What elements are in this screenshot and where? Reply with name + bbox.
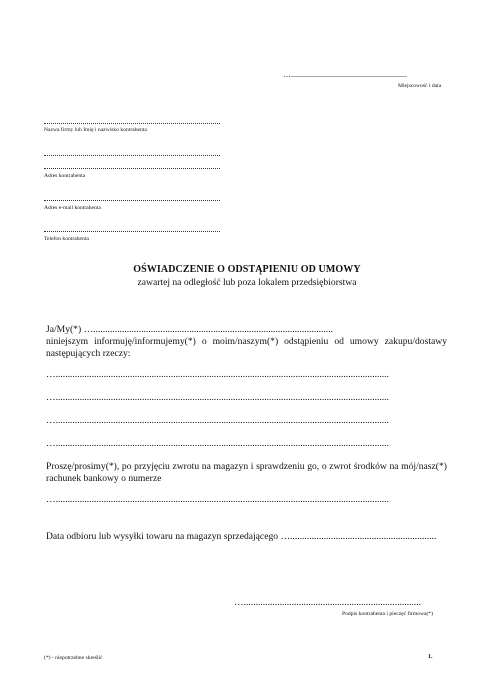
phone-label: Telefon kontrahenta bbox=[44, 236, 89, 242]
item-line-1: …........................................................................................................................................... bbox=[46, 369, 389, 380]
document-title: OŚWIADCZENIE O ODSTĄPIENIU OD UMOWY bbox=[133, 264, 361, 275]
place-date-label: Miejscowość i data bbox=[398, 83, 442, 89]
phone-line bbox=[44, 231, 220, 232]
place-date-dots: ….......................................................... bbox=[283, 70, 407, 79]
company-label: Nazwa firmy lub Imię i nazwisko kontrahenta bbox=[44, 127, 147, 133]
address-line-1 bbox=[44, 155, 220, 156]
footnote: (*) - niepotrzebne skreślić bbox=[44, 655, 103, 661]
email-label: Adres e-mail kontrahenta bbox=[44, 205, 101, 211]
document-subtitle: zawartej na odległość lub poza lokalem przedsiębiorstwa bbox=[137, 277, 357, 288]
signature-dots: ….......................................................................... bbox=[234, 597, 422, 608]
page-number: 1. bbox=[428, 654, 433, 660]
account-number-line: …........................................................................................................................................... bbox=[46, 494, 389, 505]
refund-request: Proszę/prosimy(*), po przyjęciu zwrotu na magazyn i sprawdzeniu go, o zwrot środków na mój/nasz(*) rachunek bankowy o numerze bbox=[46, 461, 447, 484]
company-line bbox=[44, 123, 220, 124]
receipt-date-line: Data odbioru lub wysyłki towaru na magazyn sprzedającego …............................................................. bbox=[46, 531, 437, 542]
address-label: Adres kontrahenta bbox=[44, 173, 86, 179]
ja-my-line: Ja/My(*) ….................................................................................................... bbox=[46, 324, 334, 335]
signature-label: Podpis kontrahenta i pieczęć firmowa(*) bbox=[342, 611, 434, 617]
item-line-4: …........................................................................................................................................... bbox=[46, 438, 389, 449]
withdrawal-statement: niniejszym informuję/informujemy(*) o moim/naszym(*) odstąpieniu od umowy zakupu/dostawy następujących rzeczy: bbox=[46, 336, 447, 359]
email-line bbox=[44, 200, 220, 201]
address-line-2 bbox=[44, 168, 220, 169]
item-line-3: …........................................................................................................................................... bbox=[46, 415, 389, 426]
item-line-2: …........................................................................................................................................... bbox=[46, 392, 389, 403]
